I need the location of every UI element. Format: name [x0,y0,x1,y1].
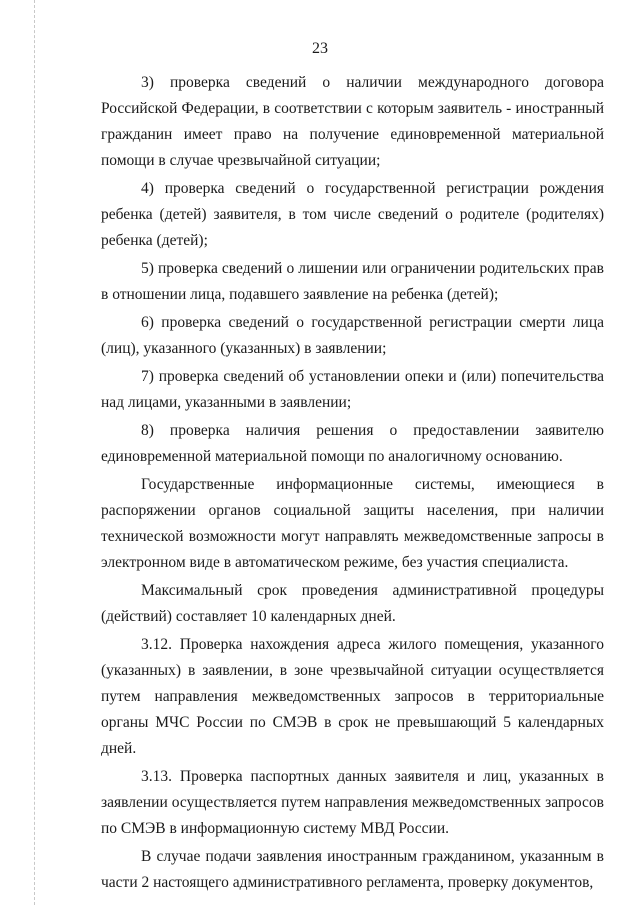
paragraph-foreign-citizen: В случае подачи заявления иностранным гражданином, указанным в части 2 настоящего административного регламента, проверку документов, [101,848,604,891]
paragraph-item-7: 7) проверка сведений об установлении опеки и (или) попечительства над лицами, указанными в заявлении; [101,368,604,411]
document-body [101,70,604,898]
paragraph-item-5: 5) проверка сведений о лишении или ограничении родительских прав в отношении лица, подавшего заявление на ребенка (детей); [101,260,604,303]
paragraph-item-4: 4) проверка сведений о государственной регистрации рождения ребенка (детей) заявителя, в том числе сведений о родителе (родителях) ребенка (детей); [101,180,604,249]
paragraph-item-8: 8) проверка наличия решения о предоставлении заявителю единовременной материальной помощи по аналогичному основанию. [101,422,604,465]
page-number: 23 [312,40,328,57]
paragraph-information-systems: Государственные информационные системы, имеющиеся в распоряжении органов социальной защиты населения, при наличии технической возможности могут направлять межведомственные запросы в электронном виде в автоматическом режиме, без участия специалиста. [101,476,604,571]
paragraph-max-duration: Максимальный срок проведения административной процедуры (действий) составляет 10 календарных дней. [101,582,604,625]
paragraph-3-13: 3.13. Проверка паспортных данных заявителя и лиц, указанных в заявлении осуществляется путем направления межведомственных запросов по СМЭВ в информационную систему МВД России. [101,768,604,837]
paragraph-3-12: 3.12. Проверка нахождения адреса жилого помещения, указанного (указанных) в заявлении, в зоне чрезвычайной ситуации осуществляется путем направления межведомственных запросов в территориальные органы МЧС России по СМЭВ в срок не превышающий 5 календарных дней. [101,636,604,757]
margin-rule [34,0,35,905]
paragraph-item-3: 3) проверка сведений о наличии международного договора Российской Федерации, в соответствии с которым заявитель - иностранный гражданин имеет право на получение единовременной материальной помощи в случае чрезвычайной ситуации; [101,74,604,169]
paragraph-item-6: 6) проверка сведений о государственной регистрации смерти лица (лиц), указанного (указанных) в заявлении; [101,314,604,357]
